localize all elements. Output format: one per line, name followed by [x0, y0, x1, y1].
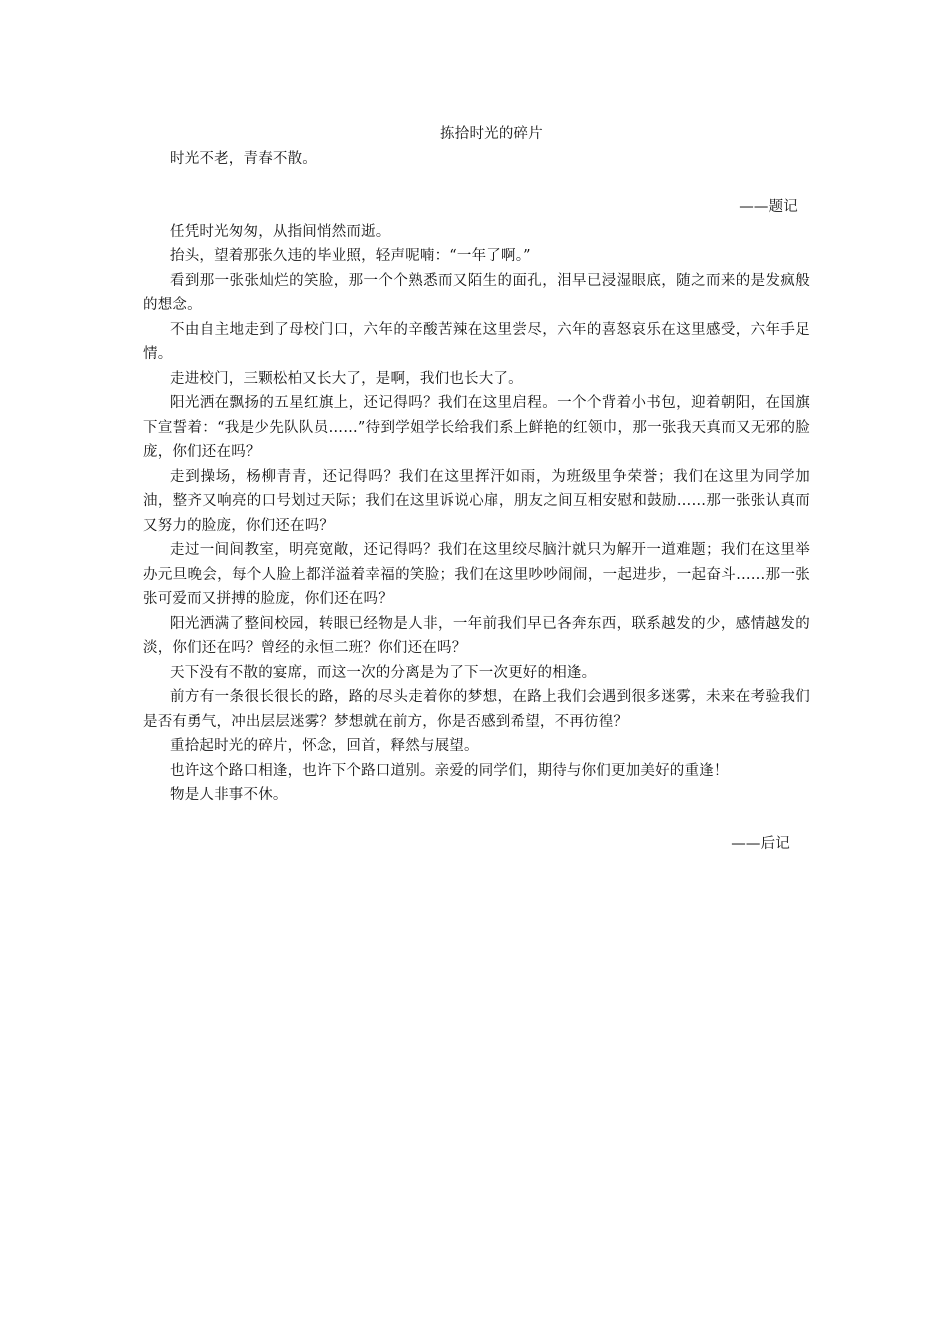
paragraph: 前方有一条很长很长的路，路的尽头走着你的梦想，在路上我们会遇到很多迷雾，未来在考验我们是否有勇气，冲出层层迷雾？梦想就在前方，你是否感到希望，不再彷徨？	[143, 689, 810, 730]
paragraph: 不由自主地走到了母校门口，六年的辛酸苦辣在这里尝尽，六年的喜怒哀乐在这里感受，六年手足情。	[143, 321, 810, 362]
paragraph: 走到操场，杨柳青青，还记得吗？我们在这里挥汗如雨，为班级里争荣誉；我们在这里为同学加油，整齐又响亮的口号划过天际；我们在这里诉说心扉，朋友之间互相安慰和鼓励……那一张张认真而又努力的脸庞，你们还在吗？	[143, 468, 810, 534]
paragraph: 抬头，望着那张久违的毕业照，轻声呢喃：“一年了啊。”	[170, 248, 531, 264]
paragraph: 物是人非事不休。	[170, 787, 288, 803]
closing-signature: ——后记	[731, 835, 790, 852]
paragraph: 看到那一张张灿烂的笑脸，那一个个熟悉而又陌生的面孔，泪早已浸湿眼底，随之而来的是发疯般的想念。	[143, 272, 810, 313]
document-page	[143, 122, 810, 856]
paragraph: 走进校门，三颗松柏又长大了，是啊，我们也长大了。	[170, 370, 523, 387]
paragraph: 阳光洒在飘扬的五星红旗上，还记得吗？我们在这里启程。一个个背着小书包，迎着朝阳，在国旗下宣誓着：“我是少先队队员……”待到学姐学长给我们系上鲜艳的红领巾，那一张我天真而又无邪的脸庞，你们还在吗？	[143, 395, 810, 460]
paragraph: 任凭时光匆匆，从指间悄然而逝。	[170, 223, 391, 240]
paragraph: 重拾起时光的碎片，怀念，回首，释然与展望。	[170, 738, 479, 754]
epigraph: 时光不老，青春不散。	[170, 150, 317, 167]
paragraph: 天下没有不散的宴席，而这一次的分离是为了下一次更好的相逢。	[170, 664, 597, 681]
paragraph: 阳光洒满了整间校园，转眼已经物是人非，一年前我们早已各奔东西，联系越发的少，感情越发的淡，你们还在吗？曾经的永恒二班？你们还在吗？	[143, 615, 810, 656]
epigraph-signature: ——题记	[739, 199, 798, 215]
paragraph: 走过一间间教室，明亮宽敞，还记得吗？我们在这里绞尽脑汁就只为解开一道难题；我们在这里举办元旦晚会，每个人脸上都洋溢着幸福的笑脸；我们在这里吵吵闹闹，一起进步，一起奋斗……那一张张可爱而又拼搏的脸庞，你们还在吗？	[143, 542, 810, 607]
document-title: 拣拾时光的碎片	[440, 126, 543, 142]
paragraph: 也许这个路口相逢，也许下个路口道别。亲爱的同学们，期待与你们更加美好的重逢！	[170, 762, 729, 779]
